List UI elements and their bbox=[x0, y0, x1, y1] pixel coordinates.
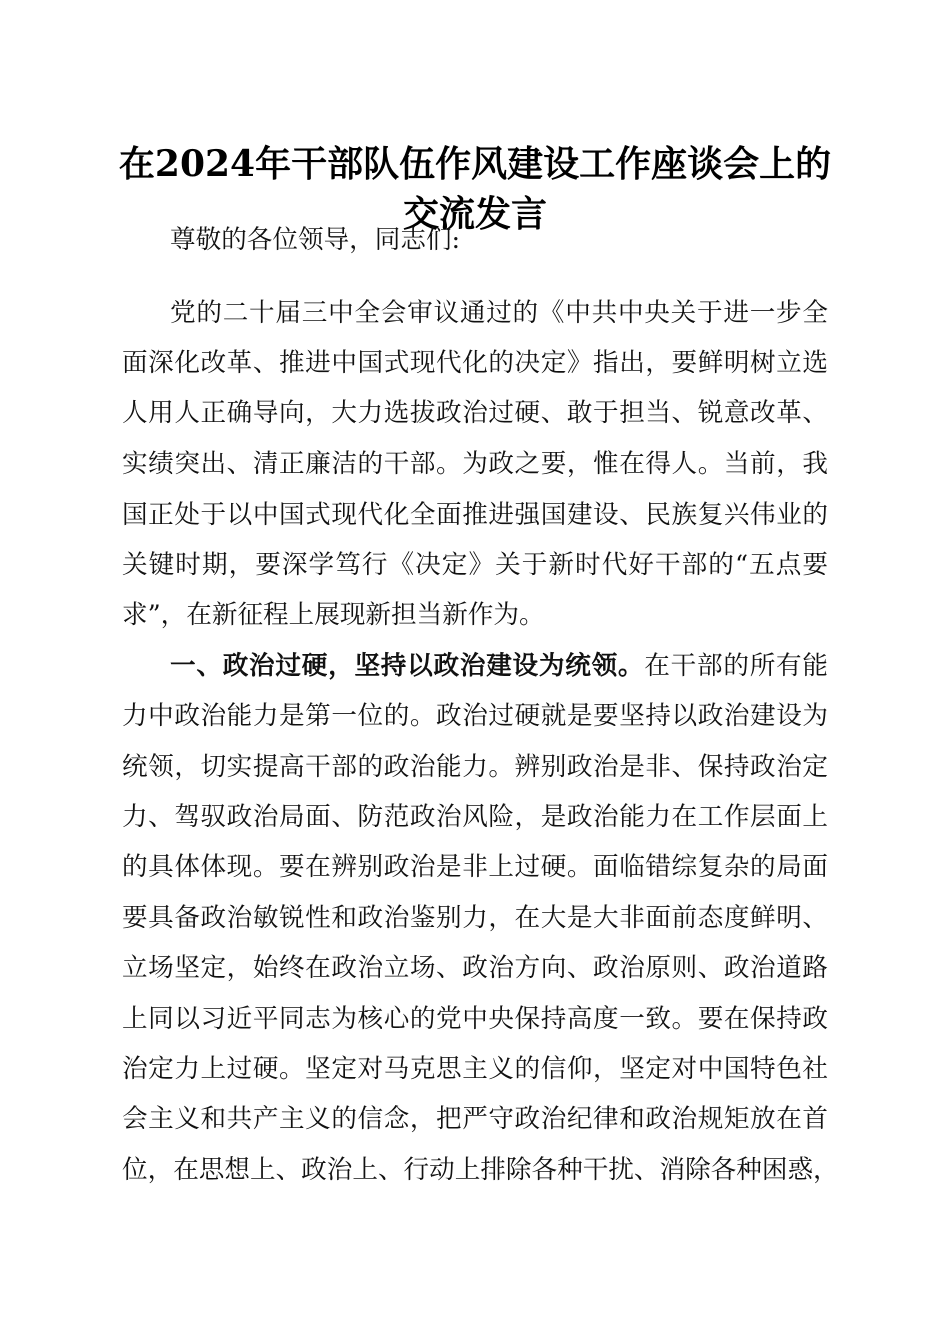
paragraph-2-first-line bbox=[170, 648, 828, 684]
paragraph-1-line: 求”，在新征程上展现新担当新作为。 bbox=[122, 600, 545, 630]
paragraph-2-line: 位，在思想上、政治上、行动上排除各种干扰、消除各种困惑， bbox=[122, 1155, 839, 1185]
paragraph-1-line: 面深化改革、推进中国式现代化的决定》指出，要鲜明树立选 bbox=[122, 348, 828, 378]
paragraph-2-text: 在干部的所有能 bbox=[644, 651, 828, 681]
paragraph-2-line: 统领，切实提高干部的政治能力。辨别政治是非、保持政治定 bbox=[122, 752, 828, 782]
paragraph-1-line: 党的二十届三中全会审议通过的《中共中央关于进一步全 bbox=[170, 298, 828, 328]
paragraph-2-line: 立场坚定，始终在政治立场、政治方向、政治原则、政治道路 bbox=[122, 953, 828, 983]
salutation: 尊敬的各位领导，同志们: bbox=[170, 225, 461, 255]
paragraph-2-line: 力、驾驭政治局面、防范政治风险，是政治能力在工作层面上 bbox=[122, 802, 828, 832]
paragraph-1-line: 关键时期，要深学笃行《决定》关于新时代好干部的“五点要 bbox=[122, 550, 828, 580]
paragraph-1-line: 人用人正确导向，大力选拔政治过硬、敢于担当、锐意改革、 bbox=[122, 398, 828, 428]
document-title-line-1: 在2024年干部队伍作风建设工作座谈会上的 bbox=[118, 143, 832, 185]
paragraph-2-line: 的具体体现。要在辨别政治是非上过硬。面临错综复杂的局面 bbox=[122, 852, 828, 882]
section-heading: 一、政治过硬，坚持以政治建设为统领。 bbox=[170, 651, 645, 681]
paragraph-2-line: 要具备政治敏锐性和政治鉴别力，在大是大非面前态度鲜明、 bbox=[122, 903, 828, 933]
paragraph-1-line: 国正处于以中国式现代化全面推进强国建设、民族复兴伟业的 bbox=[122, 500, 828, 530]
paragraph-2-line: 力中政治能力是第一位的。政治过硬就是要坚持以政治建设为 bbox=[122, 701, 828, 731]
paragraph-2-line: 会主义和共产主义的信念，把严守政治纪律和政治规矩放在首 bbox=[122, 1104, 828, 1134]
document-title-line-2: 交流发言 bbox=[402, 193, 547, 235]
paragraph-2-line: 治定力上过硬。坚定对马克思主义的信仰，坚定对中国特色社 bbox=[122, 1054, 828, 1084]
paragraph-1-line: 实绩突出、清正廉洁的干部。为政之要，惟在得人。当前，我 bbox=[122, 449, 828, 479]
paragraph-2-line: 上同以习近平同志为核心的党中央保持高度一致。要在保持政 bbox=[122, 1004, 828, 1034]
